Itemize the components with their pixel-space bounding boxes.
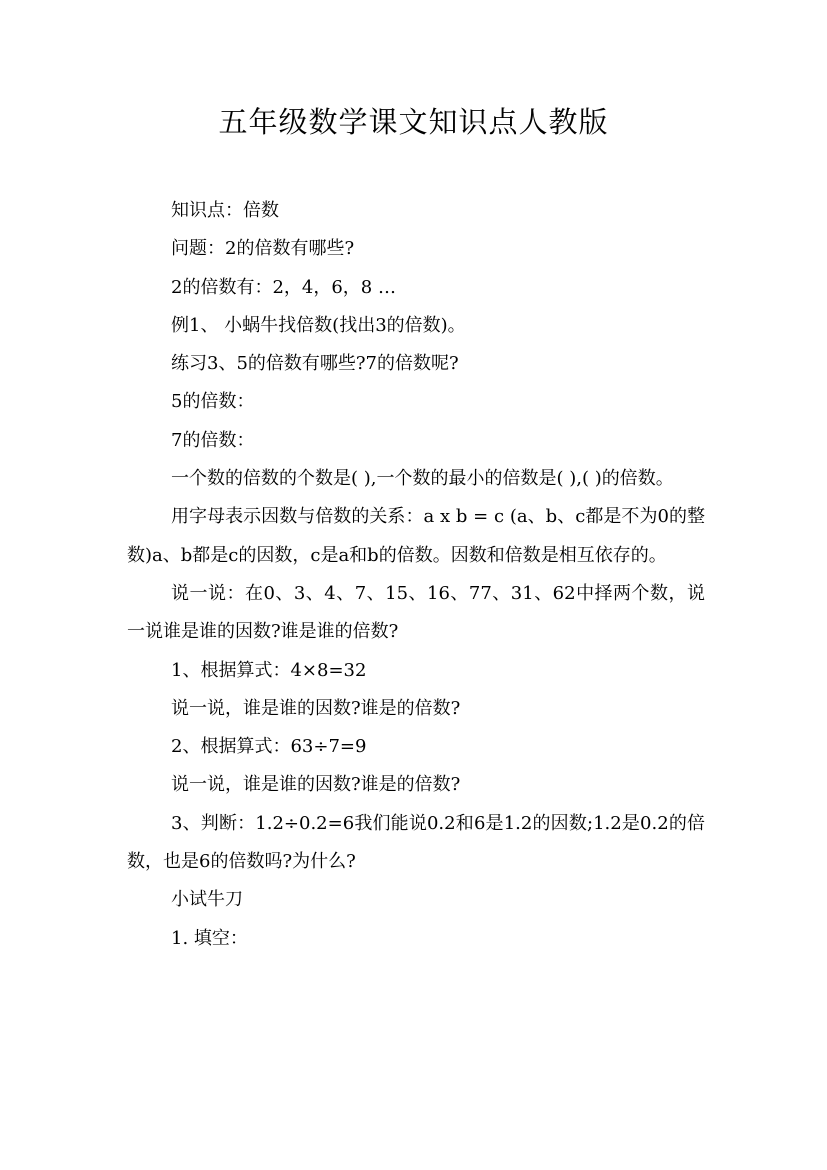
paragraph: 知识点：倍数 [171, 200, 279, 221]
paragraph: 说一说：在0、3、4、7、15、16、77、31、62中择两个数，说一说谁是谁的因数?谁是谁的倍数? [127, 582, 705, 643]
paragraph: 7的倍数： [171, 429, 255, 451]
paragraph: 说一说，谁是谁的因数?谁是的倍数? [171, 697, 461, 719]
paragraph: 问题：2的倍数有哪些? [171, 238, 355, 260]
paragraph: 练习3、5的倍数有哪些?7的倍数呢? [171, 353, 459, 375]
paragraph: 1、根据算式：4×8=32 [171, 659, 367, 681]
paragraph: 1. 填空： [171, 927, 248, 949]
paragraph: 小试牛刀 [171, 889, 243, 911]
paragraph: 2、根据算式：63÷7=9 [171, 736, 367, 758]
paragraph: 3、判断：1.2÷0.2=6我们能说0.2和6是1.2的因数;1.2是0.2的倍数，也是6的倍数吗?为什么? [127, 812, 705, 873]
paragraph: 例1、 小蜗牛找倍数(找出3的倍数)。 [171, 314, 466, 336]
paragraph: 5的倍数： [171, 391, 255, 413]
paragraph: 说一说，谁是谁的因数?谁是的倍数? [171, 774, 461, 796]
document-title: 五年级数学课文知识点人教版 [218, 105, 609, 139]
document-body [127, 192, 705, 958]
paragraph: 2的倍数有：2，4，6，8 … [171, 276, 396, 298]
paragraph: 一个数的倍数的个数是( ),一个数的最小的倍数是( ),( )的倍数。 [171, 468, 674, 490]
paragraph: 用字母表示因数与倍数的关系：a x b = c (a、b、c都是不为0的整数)a、b都是c的因数，c是a和b的倍数。因数和倍数是相互依存的。 [127, 506, 705, 566]
